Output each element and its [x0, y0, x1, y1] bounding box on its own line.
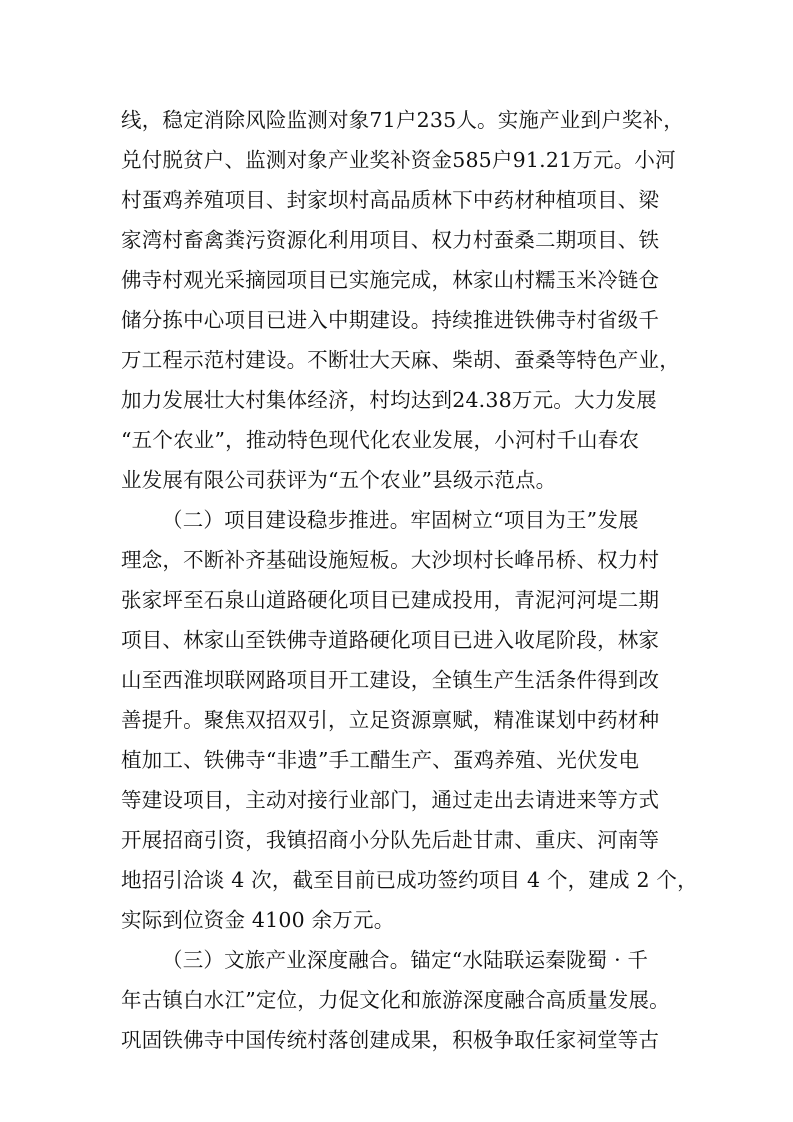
text-line: 善提升。聚焦双招双引，立足资源禀赋，精准谋划中药材种: [121, 708, 660, 732]
text-line: 理念，不断补齐基础设施短板。大沙坝村长峰吊桥、权力村: [121, 548, 660, 572]
text-line: 植加工、铁佛寺“非遗”手工醋生产、蛋鸡养殖、光伏发电: [121, 748, 640, 772]
text-line: 实际到位资金 4100 余万元。: [121, 908, 395, 932]
text-line: 山至西淮坝联网路项目开工建设，全镇生产生活条件得到改: [121, 668, 660, 692]
text-line: 张家坪至石泉山道路硬化项目已建成投用，青泥河河堤二期: [121, 588, 660, 612]
text-line: 项目、林家山至铁佛寺道路硬化项目已进入收尾阶段，林家: [121, 628, 660, 652]
text-line: “五个农业”，推动特色现代化农业发展，小河村千山春农: [121, 428, 640, 452]
text-line: 村蛋鸡养殖项目、封家坝村高品质林下中药材种植项目、梁: [121, 188, 660, 212]
text-line: 佛寺村观光采摘园项目已实施完成，林家山村糯玉米冷链仓: [121, 268, 660, 292]
text-line: 加力发展壮大村集体经济，村均达到24.38万元。大力发展: [121, 388, 657, 412]
text-line: 兑付脱贫户、监测对象产业奖补资金585户91.21万元。小河: [121, 148, 676, 172]
text-line: 储分拣中心项目已进入中期建设。持续推进铁佛寺村省级千: [121, 308, 660, 332]
text-line: 年古镇白水江”定位，力促文化和旅游深度融合高质量发展。: [121, 988, 670, 1012]
text-line: 线，稳定消除风险监测对象71户235人。实施产业到户奖补，: [121, 108, 685, 132]
text-line: 等建设项目，主动对接行业部门，通过走出去请进来等方式: [121, 788, 660, 812]
section-heading-line: （二）项目建设稳步推进。牢固树立“项目为王”发展: [162, 508, 639, 532]
text-line: 家湾村畜禽粪污资源化利用项目、权力村蚕桑二期项目、铁: [121, 228, 660, 252]
text-line: 业发展有限公司获评为“五个农业”县级示范点。: [121, 468, 557, 492]
text-line: 巩固铁佛寺中国传统村落创建成果，积极争取任家祠堂等古: [121, 1028, 660, 1052]
section-heading-line: （三）文旅产业深度融合。锚定“水陆联运秦陇蜀 · 千: [162, 948, 649, 972]
text-line: 开展招商引资，我镇招商小分队先后赴甘肃、重庆、河南等: [121, 828, 660, 852]
text-line: 地招引洽谈 4 次，截至目前已成功签约项目 4 个，建成 2 个，: [121, 868, 698, 892]
text-line: 万工程示范村建设。不断壮大天麻、柴胡、蚕桑等特色产业，: [121, 348, 680, 372]
